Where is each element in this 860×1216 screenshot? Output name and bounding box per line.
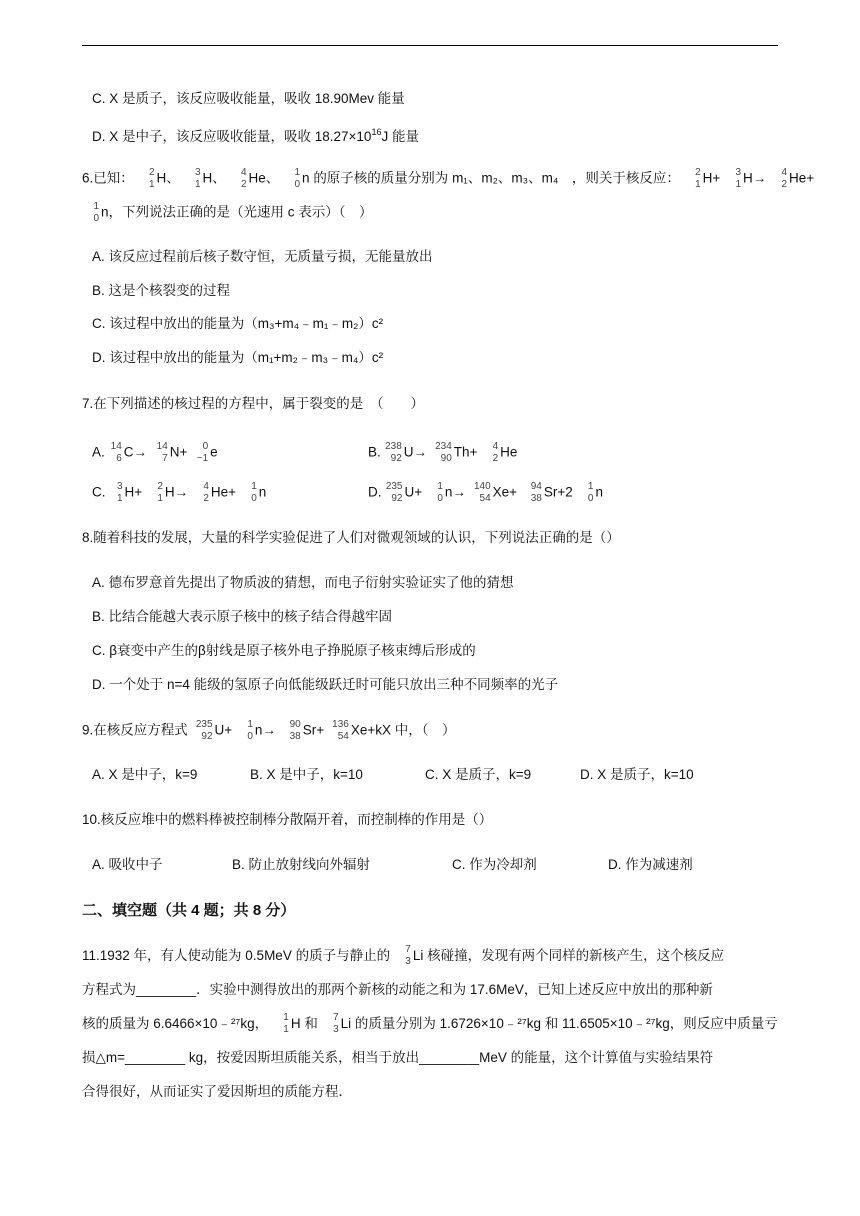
q6-stem-line1: 6.已知： 2 1 H、 3 1 H、 4 2 He、 1 0 n 的原子核的质量分别为 m₁、m₂、m₃、m₄ ，则关于核反应： 2 1 H+ 3 1 H→ 4 2 He+ bbox=[82, 167, 815, 190]
header-rule bbox=[82, 45, 778, 46]
q8-option-d: D. 一个处于 n=4 能级的氢原子向低能级跃迁时可能只放出三种不同频率的光子 bbox=[92, 677, 559, 692]
q7-stem: 7.在下列描述的核过程的方程中，属于裂变的是 （ ） bbox=[82, 396, 425, 411]
q10-option-b: B. 防止放射线向外辐射 bbox=[232, 857, 371, 872]
q10-option-c: C. 作为冷却剂 bbox=[452, 857, 537, 872]
q6-option-c: C. 该过程中放出的能量为（m₃+m₄﹣m₁﹣m₂）c² bbox=[92, 316, 384, 331]
q9-option-c: C. X 是质子，k=9 bbox=[425, 767, 532, 782]
q7-option-d: D. 235 92 U+ 1 0 n→ 140 54 Xe+ 94 38 Sr+2 1 0 n bbox=[368, 481, 603, 504]
q11-paragraph bbox=[82, 939, 782, 1109]
q9-stem: 9.在核反应方程式 235 92 U+ 1 0 n→ 90 38 Sr+ 136 54 Xe+kX 中，（ ） bbox=[82, 719, 456, 742]
q6-option-a: A. 该反应过程前后核子数守恒，无质量亏损，无能量放出 bbox=[92, 249, 433, 264]
q7-option-c: C. 3 1 H+ 2 1 H→ 4 2 He+ 1 0 n bbox=[92, 481, 267, 504]
q9-option-d: D. X 是质子，k=10 bbox=[580, 767, 694, 782]
q11-line3: 核的质量为 6.6466×10﹣²⁷kg， 1 1 H 和 7 3 Li 的质量分别为 1.6726×10﹣²⁷kg 和 11.6505×10﹣²⁷kg，则反应中质量亏 bbox=[82, 1012, 778, 1036]
q6-stem-line2: 1 0 n，下列说法正确的是（光速用 c 表示）（ ） bbox=[93, 201, 373, 224]
q8-option-a: A. 德布罗意首先提出了物质波的猜想，而电子衍射实验证实了他的猜想 bbox=[92, 575, 514, 590]
q8-option-c: C. β衰变中产生的β射线是原子核外电子挣脱原子核束缚后形成的 bbox=[92, 643, 476, 658]
q8-option-b: B. 比结合能越大表示原子核中的核子结合得越牢固 bbox=[92, 609, 393, 624]
q7-option-b: B. 238 92 U→ 234 90 Th+ 4 2 He bbox=[368, 441, 518, 464]
q6-option-b: B. 这是个核裂变的过程 bbox=[92, 283, 231, 298]
q7-option-a: A. 14 6 C→ 14 7 N+ 0 −1 e bbox=[92, 441, 218, 464]
q11-line1: 11.1932 年，有人使动能为 0.5MeV 的质子与静止的 7 3 Li 核碰撞，发现有两个同样的新核产生，这个核反应 bbox=[82, 944, 725, 968]
q10-option-d: D. 作为减速剂 bbox=[608, 857, 693, 872]
q5-option-c: C. X 是质子，该反应吸收能量，吸收 18.90Mev 能量 bbox=[92, 91, 405, 106]
q11-line4: 损△m=________ kg，按爱因斯坦质能关系，相当于放出________MeV 的能量，这个计算值与实验结果符 bbox=[82, 1050, 714, 1065]
q11-line5: 合得很好，从而证实了爱因斯坦的质能方程． bbox=[82, 1084, 352, 1099]
q9-option-a: A. X 是中子，k=9 bbox=[92, 767, 198, 782]
q9-option-b: B. X 是中子，k=10 bbox=[250, 767, 363, 782]
q10-stem: 10.核反应堆中的燃料棒被控制棒分散隔开着，而控制棒的作用是（） bbox=[82, 812, 493, 827]
q8-stem: 8.随着科技的发展，大量的科学实验促进了人们对微观领域的认识，下列说法正确的是（） bbox=[82, 530, 620, 545]
q10-option-a: A. 吸收中子 bbox=[92, 857, 163, 872]
q11-line2: 方程式为________．实验中测得放出的那两个新核的动能之和为 17.6MeV，已知上述反应中放出的那种新 bbox=[82, 982, 713, 997]
q5-option-d: D. X 是中子，该反应吸收能量，吸收 $18.27\times 10^{16}J$ 能量 bbox=[92, 127, 419, 144]
q6-option-d: D. 该过程中放出的能量为（m₁+m₂﹣m₃﹣m₄）c² bbox=[92, 350, 384, 365]
section-heading: 二、填空题（共 4 题；共 8 分） bbox=[82, 902, 296, 919]
